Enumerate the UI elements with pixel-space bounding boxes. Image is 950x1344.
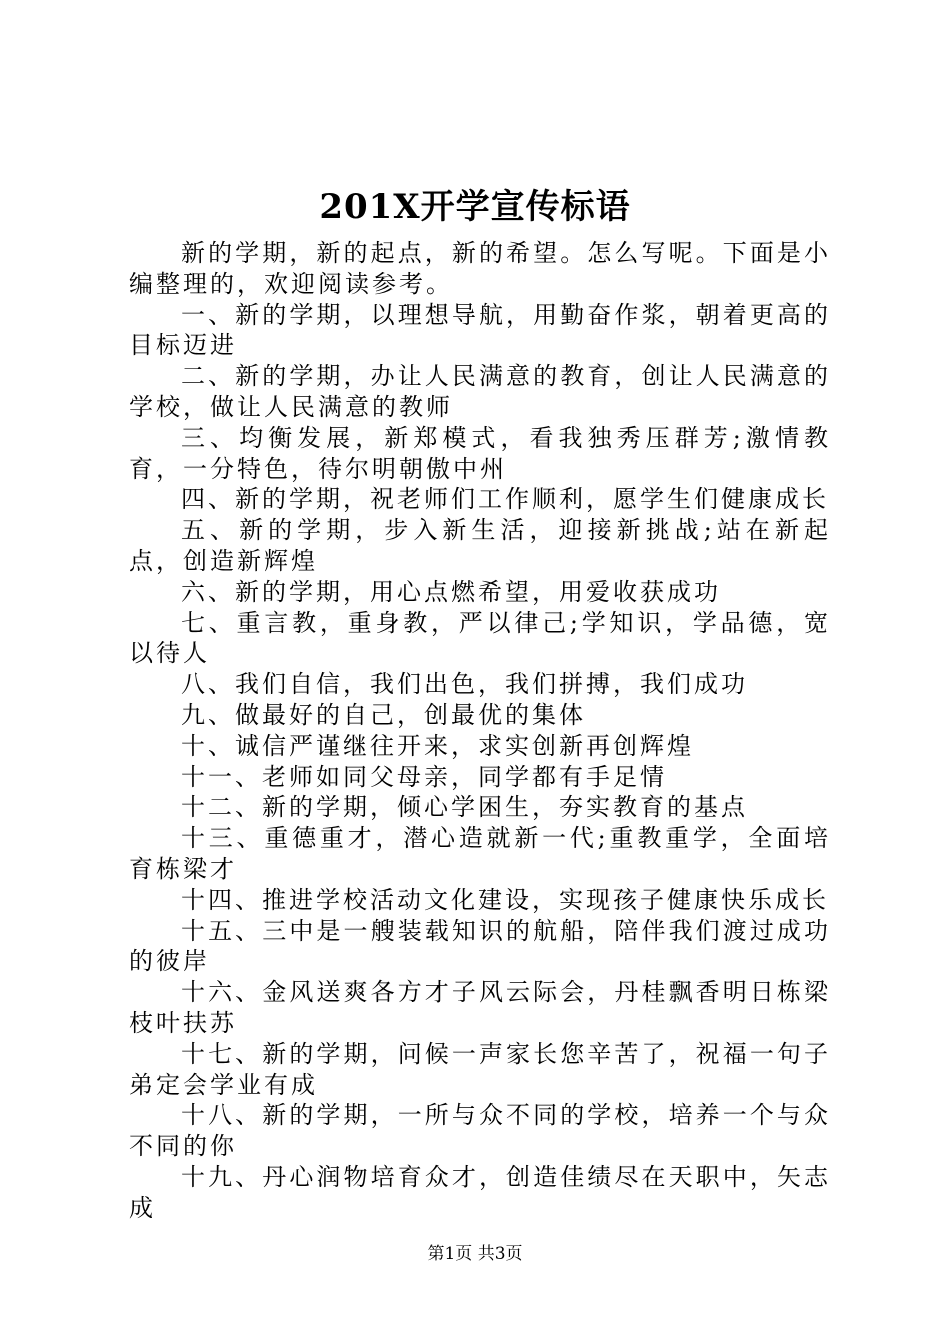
document-body [129, 238, 831, 1224]
slogan-item: 九、做最好的自己，创最优的集体 [181, 700, 586, 729]
slogan-item: 一、新的学期，以理想导航，用勤奋作浆，朝着更高的目标迈进 [129, 300, 831, 360]
document-title: 201X开学宣传标语 [319, 187, 631, 227]
slogan-item: 十九、丹心润物培育众才，创造佳绩尽在天职中，矢志成 [129, 1162, 831, 1222]
slogan-item: 六、新的学期，用心点燃希望，用爱收获成功 [181, 577, 721, 606]
slogan-item: 十八、新的学期，一所与众不同的学校，培养一个与众不同的你 [129, 1101, 831, 1161]
slogan-item: 七、重言教，重身教，严以律己;学知识，学品德，宽以待人 [129, 608, 831, 668]
slogan-item: 十一、老师如同父母亲，同学都有手足情 [181, 762, 667, 791]
slogan-item: 十六、金风送爽各方才子风云际会，丹桂飘香明日栋梁枝叶扶苏 [129, 978, 831, 1037]
slogan-item: 十、诚信严谨继往开来，求实创新再创辉煌 [181, 731, 694, 760]
slogan-item: 二、新的学期，办让人民满意的教育，创让人民满意的学校，做让人民满意的教师 [129, 362, 831, 421]
slogan-item: 十三、重德重才，潜心造就新一代;重教重学，全面培育栋梁才 [129, 824, 831, 883]
slogan-item: 十五、三中是一艘装载知识的航船，陪伴我们渡过成功的彼岸 [129, 916, 831, 976]
slogan-item: 四、新的学期，祝老师们工作顺利，愿学生们健康成长 [181, 485, 829, 514]
slogan-item: 十七、新的学期，问候一声家长您辛苦了，祝福一句子弟定会学业有成 [129, 1039, 831, 1099]
slogan-item: 八、我们自信，我们出色，我们拼搏，我们成功 [181, 670, 748, 699]
slogan-item: 十四、推进学校活动文化建设，实现孩子健康快乐成长 [181, 885, 829, 914]
page-footer: 第1页 共3页 [427, 1244, 523, 1264]
slogan-item: 十二、新的学期，倾心学困生，夯实教育的基点 [181, 793, 748, 822]
slogan-item: 三、均衡发展，新郑模式，看我独秀压群芳;激情教育，一分特色，待尔明朝傲中州 [129, 423, 831, 483]
slogan-item: 五、新的学期，步入新生活，迎接新挑战;站在新起点，创造新辉煌 [129, 516, 831, 575]
paragraph-intro: 新的学期，新的起点，新的希望。怎么写呢。下面是小编整理的，欢迎阅读参考。 [129, 239, 831, 298]
